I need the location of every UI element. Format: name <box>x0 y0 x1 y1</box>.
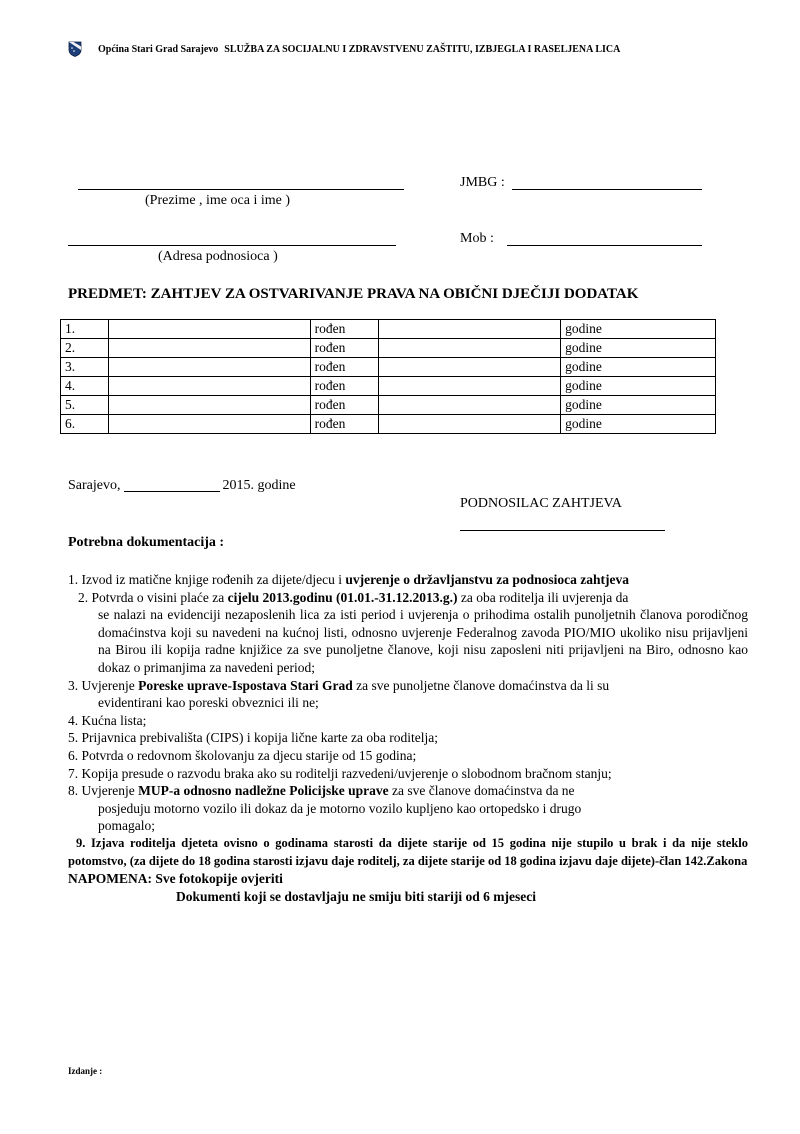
applicant-signature-label: PODNOSILAC ZAHTJEVA <box>460 496 622 511</box>
year-label: godine <box>561 339 716 358</box>
mob-line[interactable] <box>507 245 702 246</box>
row-number: 4. <box>61 377 109 396</box>
list-item: 7. Kopija presude o razvodu braka ako su roditelji razvedeni/uvjerenje o slobodnom bračnom stanju; <box>68 765 612 781</box>
mob-label: Mob : <box>460 231 494 246</box>
jmbg-label: JMBG : <box>460 175 505 190</box>
edition-label: Izdanje : <box>68 1066 103 1076</box>
list-item: 8. Uvjerenje MUP-a odnosno nadležne Policijske uprave za sve članove domaćinstva da ne <box>68 783 575 799</box>
year-label: 2015. godine <box>222 478 296 493</box>
child-name-cell[interactable] <box>108 358 310 377</box>
list-item-continued: posjeduju motorno vozilo ili dokaz da je motorno vozilo kupljeno kao ortopedsko i drugo <box>98 800 582 816</box>
name-label: (Prezime , ime oca i ime ) <box>145 193 290 208</box>
year-label: godine <box>561 396 716 415</box>
jmbg-line[interactable] <box>512 189 702 190</box>
municipality-name: Općina Stari Grad Sarajevo <box>98 43 219 55</box>
list-item: 4. Kućna lista; <box>68 712 147 728</box>
table-row <box>61 415 716 434</box>
child-name-cell[interactable] <box>108 339 310 358</box>
list-item: 5. Prijavnica prebivališta (CIPS) i kopija lične karte za oba roditelja; <box>68 730 439 746</box>
birth-date-cell[interactable] <box>378 339 560 358</box>
list-item: 3. Uvjerenje Poreske uprave-Ispostava Stari Grad za sve punoljetne članove domaćinstva da li su <box>68 677 610 693</box>
child-name-cell[interactable] <box>108 377 310 396</box>
row-number: 5. <box>61 396 109 415</box>
list-item-continued: evidentirani kao poreski obveznici ili ne; <box>98 695 319 711</box>
table-row <box>61 339 716 358</box>
document-header <box>68 38 768 60</box>
child-name-cell[interactable] <box>108 320 310 339</box>
birth-date-cell[interactable] <box>378 377 560 396</box>
table-row <box>61 396 716 415</box>
born-label: rođen <box>310 320 378 339</box>
address-line[interactable] <box>68 245 396 246</box>
place-label: Sarajevo, <box>68 478 121 493</box>
row-number: 1. <box>61 320 109 339</box>
born-label: rođen <box>310 377 378 396</box>
birth-date-cell[interactable] <box>378 320 560 339</box>
year-label: godine <box>561 320 716 339</box>
documentation-title: Potrebna dokumentacija : <box>68 535 225 550</box>
born-label: rođen <box>310 358 378 377</box>
subject-title: PREDMET: ZAHTJEV ZA OSTVARIVANJE PRAVA NA OBIČNI DJEČIJI DODATAK <box>68 286 639 302</box>
list-item: 2. Potvrda o visini plaće za cijelu 2013.godinu (01.01.-31.12.2013.g.) za oba roditelja ili uvjerenja da <box>78 589 629 605</box>
born-label: rođen <box>310 339 378 358</box>
birth-date-cell[interactable] <box>378 396 560 415</box>
department-name: SLUŽBA ZA SOCIJALNU I ZDRAVSTVENU ZAŠTITU, IZBJEGLA I RASELJENA LICA <box>224 43 621 55</box>
birth-date-cell[interactable] <box>378 358 560 377</box>
note-validity-text: Dokumenti koji se dostavljaju ne smiju biti stariji od 6 mjeseci <box>176 888 536 904</box>
signature-line[interactable] <box>460 530 665 531</box>
coat-of-arms-icon <box>68 41 82 57</box>
list-item: 6. Potvrda o redovnom školovanju za djecu starije od 15 godina; <box>68 747 417 763</box>
row-number: 6. <box>61 415 109 434</box>
year-label: godine <box>561 358 716 377</box>
year-label: godine <box>561 377 716 396</box>
birth-date-cell[interactable] <box>378 415 560 434</box>
born-label: rođen <box>310 396 378 415</box>
place-date <box>68 478 296 494</box>
list-item: 9. Izjava roditelja djeteta ovisno o godinama starosti da dijete starije od 15 godina nije stupilo u brak i da nije steklo potomstvo, (za dijete do 18 godina starosti izjavu daje roditelj, za dijete starije od 18 godina izjavu daje dijete)-član 142.Zakona <box>68 835 748 868</box>
row-number: 3. <box>61 358 109 377</box>
table-row <box>61 358 716 377</box>
child-name-cell[interactable] <box>108 415 310 434</box>
address-label: (Adresa podnosioca ) <box>158 249 278 264</box>
table-row <box>61 377 716 396</box>
child-name-cell[interactable] <box>108 396 310 415</box>
row-number: 2. <box>61 339 109 358</box>
date-line[interactable] <box>124 491 220 492</box>
name-line[interactable] <box>78 189 404 190</box>
year-label: godine <box>561 415 716 434</box>
list-item: 1. Izvod iz matične knjige rođenih za dijete/djecu i uvjerenje o državljanstvu za podnosioca zahtjeva <box>68 572 630 587</box>
documentation-list <box>68 571 748 905</box>
note-text: NAPOMENA: Sve fotokopije ovjeriti <box>68 871 283 887</box>
table-row <box>61 320 716 339</box>
list-item-continued: pomagalo; <box>98 818 155 834</box>
children-table <box>60 319 716 434</box>
list-item-continued: se nalazi na evidenciji nezaposlenih lica za isti period i uvjerenja o prihodima ostalih punoljetnih članova porodičnog domaćinstva koji su navedeni na kućnoj listi, odnosno uvjerenje Federalnog zavoda PIO/MIO ukoliko nisu prijavljeni na Birou ili kopija radne knjižice za sve punoljetne članove, koji nisu zaposleni niti prijavljeni na Biro, odnosno kao dokaz o primanjima za navedeni period; <box>98 607 748 675</box>
born-label: rođen <box>310 415 378 434</box>
